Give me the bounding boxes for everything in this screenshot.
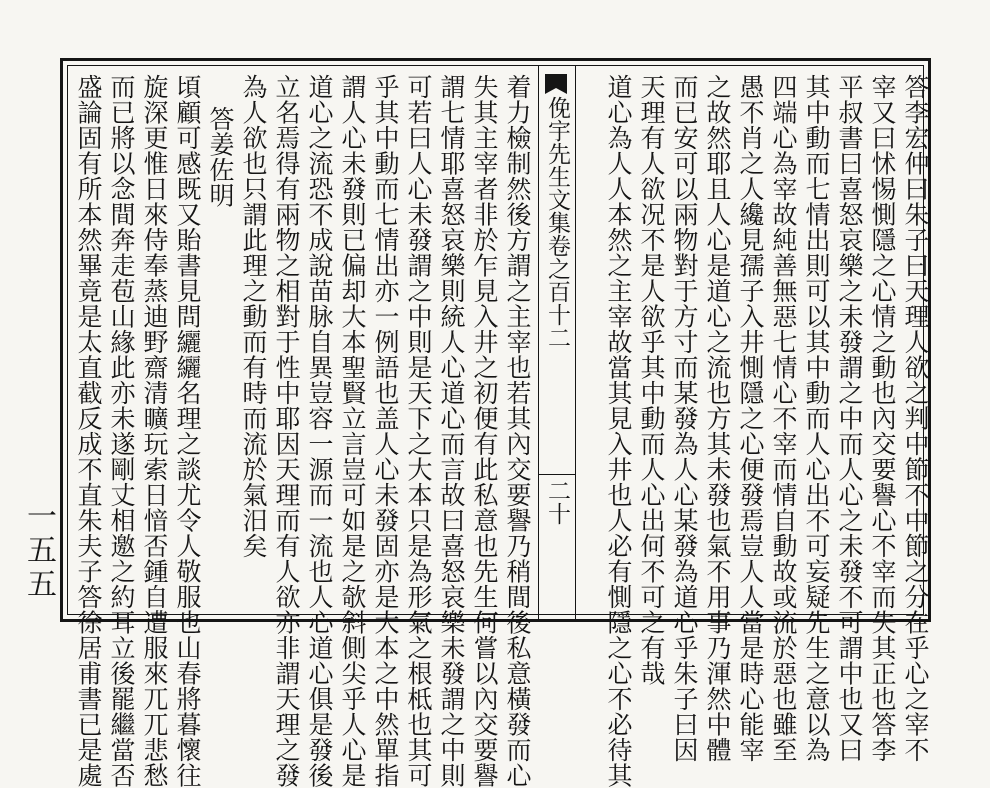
text-column: 頃顧可感既又貽書見問纚纚名理之談尤令人敬服也山春將暮懷往 bbox=[173, 74, 202, 788]
page-number: 一五五 bbox=[21, 500, 56, 602]
letter-heading: 答姜佐明 bbox=[206, 106, 235, 208]
inner-border bbox=[67, 65, 930, 788]
text-column: 之故然耶且人心是道心之流也方其未發也氣不用事乃渾然中體 bbox=[703, 74, 732, 763]
text-column: 旋深更惟日來侍奉蒸迪野齋清曠玩索日愔否鍾自遭服來兀兀悲愁 bbox=[140, 74, 169, 788]
text-column: 可若曰人心未發謂之中則是天下之大本只是為形氣之根柢也其可 bbox=[404, 74, 433, 788]
text-column: 謂人心未發則已偏却大本聖賢立言豈可如是之欹斜側尖乎人心是 bbox=[338, 74, 367, 788]
text-column: 愚不肖之人纔見孺子入井惻隱之心便發焉豈人人當是時心能宰 bbox=[736, 74, 765, 763]
page-frame bbox=[60, 58, 931, 788]
text-column: 道心為人人本然之主宰故當其見入井也人必有惻隱之心不必待其 bbox=[604, 74, 633, 788]
text-column: 為人欲也只謂此理之動而有時而流於氣汨矣 bbox=[239, 74, 268, 559]
text-column: 盛論固有所本然畢竟是太直截反成不直朱夫子答徐居甫書已是處 bbox=[74, 74, 103, 788]
text-column: 着力檢制然後方謂之主宰也若其內交要譽乃稍間後私意橫發而心 bbox=[503, 74, 532, 788]
text-column: 天理有人欲况不是人欲乎其中動而人心出何不可之有哉 bbox=[637, 74, 666, 686]
text-column: 答李宏仲曰朱子曰天理人欲之判中節不中節之分在乎心之宰不 bbox=[901, 74, 930, 763]
text-column: 乎其中動而七情出亦一例語也盖人心未發固亦是大本之中然單指 bbox=[371, 74, 400, 788]
collection-title: 俛宇先生文集卷之百十二 bbox=[544, 96, 570, 349]
text-column: 平叔書曰喜怒哀樂之未發謂之中而人心之未發不可謂中也又曰 bbox=[835, 74, 864, 763]
text-column: 謂七情耶喜怒哀樂則統人心道心而言故曰喜怒哀樂未發謂之中則 bbox=[437, 74, 466, 788]
text-column: 四端心為宰故純善無惡七情心不宰而情自動故或流於惡也雖至 bbox=[769, 74, 798, 763]
text-column: 宰又曰怵惕惻隱之心情之動也內交要譽心不宰而失其正也答李 bbox=[868, 74, 897, 763]
text-column: 失其主宰者非於乍見入井之初便有此私意也先生何嘗以內交要譽 bbox=[470, 74, 499, 788]
text-column: 而已安可以兩物對于方寸而某發為人心某發為道心乎朱子曰因 bbox=[670, 74, 699, 763]
text-column: 立名焉得有兩物之相對于性中耶因天理而有人欲亦非謂天理之發 bbox=[272, 74, 301, 788]
folio-number: 二十 bbox=[539, 474, 575, 525]
fishtail-mark-icon bbox=[545, 74, 567, 94]
text-column: 而已將以念間奔走苞山緣此亦未遂剛丈相邀之約耳立後罷繼當否 bbox=[107, 74, 136, 788]
center-fold bbox=[538, 66, 576, 622]
text-column: 其中動而七情出則可以其中動而人心出不可妄疑先生之意以為 bbox=[802, 74, 831, 763]
text-column: 道心之流恐不成說苗脉自異豈容一源而一流也人心道心俱是發後 bbox=[305, 74, 334, 788]
